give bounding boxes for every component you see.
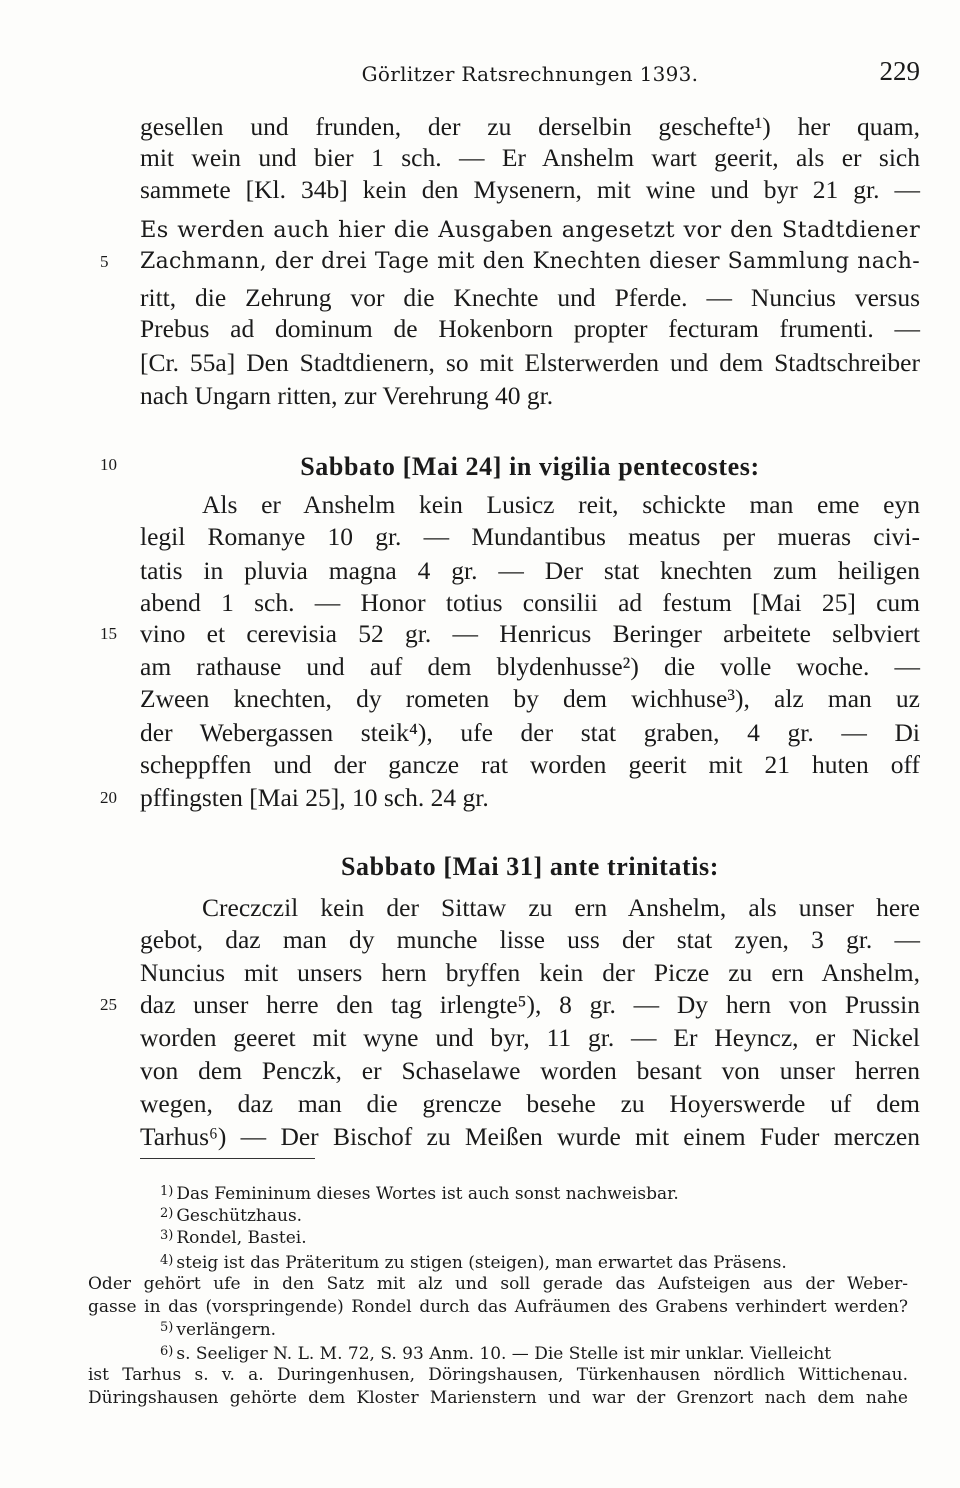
text-line: von dem Penczk, er Schaselawe worden besant von unser herren [140,1056,920,1085]
text-line: Tarhus⁶) — Der Bischof zu Meißen wurde mit einem Fuder merczen [140,1122,920,1151]
line-number: 10 [100,455,117,474]
running-title: Görlitzer Ratsrechnungen 1393. [361,62,699,86]
footnote-rule [140,1158,315,1159]
footnote-marker: 4) [160,1253,174,1268]
footnote [160,1341,900,1363]
running-head [140,56,920,92]
text-line: scheppffen und der gancze rat worden geerit mit 21 huten off [140,750,920,779]
footnote [160,1225,900,1247]
text-line: wegen, daz man die grencze besehe zu Hoyerswerde uf dem [140,1089,920,1118]
footnote-continuation: ist Tarhus s. v. a. Duringenhusen, Döringshausen, Türkenhausen nördlich Wittichenau. [88,1365,908,1385]
footnote-text: Das Femininum dieses Wortes ist auch sonst nachweisbar. [176,1184,679,1204]
text-line: ritt, die Zehrung vor die Knechte und Pferde. — Nuncius versus [140,283,920,312]
page-number: 229 [879,56,920,86]
text-line: [Cr. 55a] Den Stadtdienern, so mit Elsterwerden und dem Stadtschreiber [140,348,920,377]
footnote-marker: 2) [160,1206,174,1221]
footnote-text: s. Seeliger N. L. M. 72, S. 93 Anm. 10. — Die Stelle ist mir unklar. Vielleicht [176,1344,832,1364]
text-line: legil Romanye 10 gr. — Mundantibus meatus per mueras civi- [140,522,920,551]
text-line: Als er Anshelm kein Lusicz reit, schickte man eme eyn [202,490,920,519]
footnote-marker: 1) [160,1184,174,1199]
text-line: Zween knechten, dy rometen by dem wichhuse³), alz man uz [140,684,920,713]
footnote [160,1181,900,1203]
footnote-continuation: Oder gehört ufe in den Satz mit alz und soll gerade das Aufsteigen aus der Weber- [88,1274,908,1294]
footnote-text: Geschützhaus. [176,1206,303,1226]
text-line: am rathause und auf dem blydenhusse²) die volle woche. — [140,652,920,681]
text-line: pffingsten [Mai 25], 10 sch. 24 gr. [140,783,489,812]
footnote-text: Rondel, Bastei. [176,1228,307,1248]
footnote [160,1317,900,1339]
text-line: gesellen und frunden, der zu derselbin geschefte¹) her quam, [140,112,920,141]
line-number: 20 [100,788,117,807]
footnote [160,1250,900,1272]
footnote-continuation: gasse in das (vorspringende) Rondel durch das Aufräumen des Grabens verhindert werden? [88,1297,908,1317]
text-line: Es werden auch hier die Ausgaben angesetzt vor den Stadtdiener [140,217,920,243]
line-number: 5 [100,252,109,271]
footnote-marker: 5) [160,1320,174,1335]
text-line: mit wein und bier 1 sch. — Er Anshelm wart geerit, als er sich [140,143,920,172]
text-line: sammete [Kl. 34b] kein den Mysenern, mit wine und byr 21 gr. — [140,175,920,204]
text-line: worden geeret mit wyne und byr, 11 gr. — Er Heyncz, er Nickel [140,1023,920,1052]
text-line: abend 1 sch. — Honor totius consilii ad festum [Mai 25] cum [140,588,920,617]
footnote-text: verlängern. [176,1320,277,1340]
text-line: Zachmann, der drei Tage mit den Knechten dieser Sammlung nach- [140,249,920,274]
section-heading: Sabbato [Mai 24] in vigilia pentecostes: [300,452,760,481]
text-line: gebot, daz man dy munche lisse uss der stat zyen, 3 gr. — [140,925,920,954]
section-heading: Sabbato [Mai 31] ante trinitatis: [341,852,719,881]
text-line: daz unser herre den tag irlengte⁵), 8 gr. — Dy hern von Prussin [140,990,920,1019]
text-line: vino et cerevisia 52 gr. — Henricus Beringer arbeitete selbviert [140,619,920,648]
line-number: 25 [100,995,117,1014]
footnote-continuation: Düringshausen gehörte dem Kloster Marienstern und war der Grenzort nach dem nahe [88,1388,908,1408]
text-line: nach Ungarn ritten, zur Verehrung 40 gr. [140,381,554,410]
text-line: der Webergassen steik⁴), ufe der stat graben, 4 gr. — Di [140,718,920,747]
footnote-marker: 6) [160,1344,174,1359]
footnote-text: steig ist das Präteritum zu stigen (steigen), man erwartet das Präsens. [176,1253,787,1273]
footnote-marker: 3) [160,1228,174,1243]
text-line: Prebus ad dominum de Hokenborn propter fecturam frumenti. — [140,314,920,343]
text-line: Nuncius mit unsers hern bryffen kein der Picze zu ern Anshelm, [140,958,920,987]
text-line: Creczczil kein der Sittaw zu ern Anshelm, als unser here [202,893,920,922]
text-line: tatis in pluvia magna 4 gr. — Der stat knechten zum heiligen [140,556,920,585]
line-number: 15 [100,624,117,643]
footnote [160,1203,900,1225]
